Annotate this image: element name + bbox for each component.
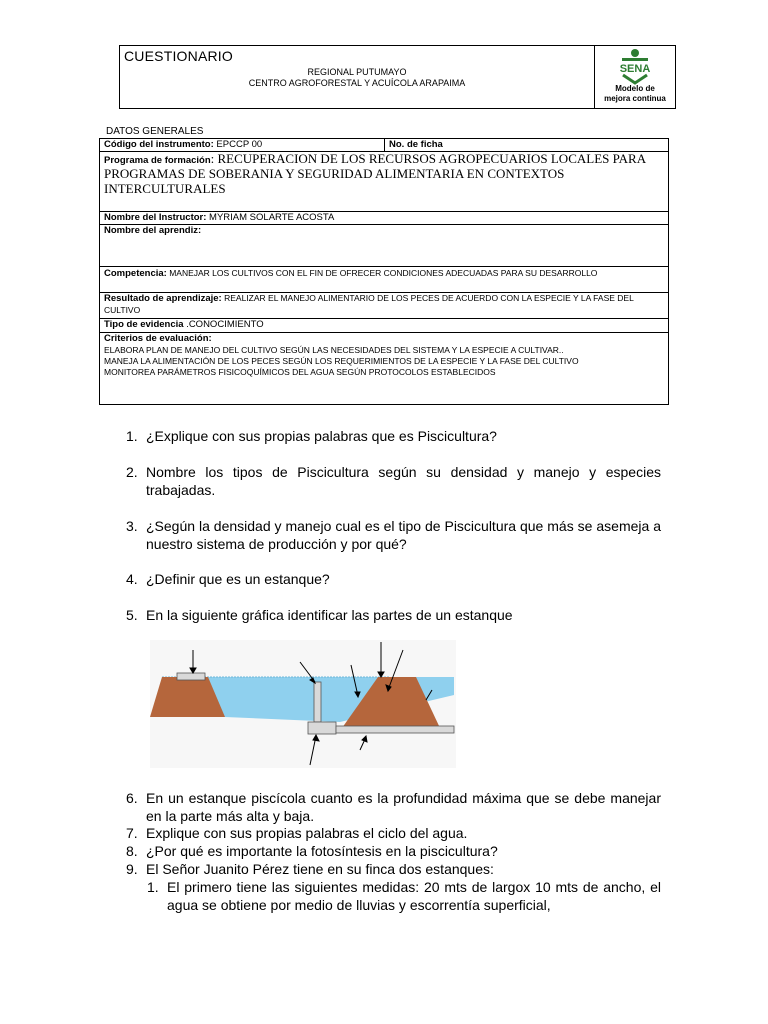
drain-box [308, 722, 336, 734]
question-item [126, 860, 661, 878]
competencia-cell [100, 267, 669, 293]
centro-name: CENTRO AGROFORESTAL Y ACUÍCOLA ARAPAIMA [248, 78, 466, 88]
ficha-label: No. de ficha [389, 139, 443, 150]
question-number: 7. [126, 825, 138, 841]
criterio-item: MANEJA LA ALIMENTACIÓN DE LOS PECES SEGÚN LOS REQUERIMIENTOS DE LA ESPECIE Y LA FASE DEL CULTIVO [104, 356, 579, 366]
question-number: 3. [126, 518, 138, 534]
question-text: En la siguiente gráfica identificar las partes de un estanque [146, 607, 513, 623]
competencia-label: Competencia: [104, 268, 167, 279]
sub-question-text: El primero tiene las siguientes medidas: 20 mts de largox 10 mts de ancho, el agua se obtiene por medio de lluvias y escorrentía superficial, [167, 879, 661, 913]
codigo-label: Código del instrumento: [104, 139, 214, 150]
question-item [126, 427, 661, 445]
question-text: ¿Por qué es importante la fotosíntesis en la piscicultura? [146, 843, 498, 859]
codigo-cell [100, 139, 385, 152]
evidencia-value: .CONOCIMIENTO [183, 319, 264, 330]
document-header [119, 45, 676, 109]
instructor-label: Nombre del Instructor: [104, 212, 207, 223]
question-text: ¿Según la densidad y manejo cual es el tipo de Piscicultura que más se asemeja a nuestro sistema de producción y por qué? [146, 518, 661, 552]
question-text: El Señor Juanito Pérez tiene en su finca dos estanques: [146, 861, 494, 877]
question-item [126, 842, 661, 860]
logo-wordmark: SENA [619, 63, 651, 75]
programa-label: Programa de formación [104, 155, 211, 166]
logo-caption [595, 84, 675, 104]
question-number: 6. [126, 790, 138, 806]
resultado-value: REALIZAR EL MANEJO ALIMENTARIO DE LOS PECES DE ACUERDO CON LA ESPECIE Y LA FASE DEL CULTIVO [104, 293, 634, 315]
criterio-item: MONITOREA PARÁMETROS FISICOQUÍMICOS DEL AGUA SEGÚN PROTOCOLOS ESTABLECIDOS [104, 367, 496, 377]
instructor-cell [100, 212, 669, 225]
standpipe [314, 682, 321, 722]
programa-cell [100, 152, 669, 212]
evidencia-cell [100, 319, 669, 333]
sena-logo [595, 46, 675, 108]
question-item [126, 789, 661, 825]
evidencia-label: Tipo de evidencia [104, 319, 184, 330]
resultado-label: Resultado de aprendizaje: [104, 293, 222, 304]
datos-generales-table [99, 138, 669, 405]
regional-name: REGIONAL PUTUMAYO [307, 67, 407, 77]
aprendiz-label: Nombre del aprendiz: [104, 225, 202, 236]
question-number: 9. [126, 861, 138, 877]
logo-caption-line-2: mejora continua [604, 94, 666, 103]
sena-logo-icon [595, 46, 675, 86]
question-text: En un estanque piscícola cuanto es la profundidad máxima que se debe manejar en la parte más alta y baja. [146, 790, 661, 824]
question-item [126, 463, 661, 499]
question-item [126, 570, 661, 588]
criterios-label: Criterios de evaluación: [104, 333, 212, 344]
question-item [126, 824, 661, 842]
pond-diagram [150, 640, 456, 768]
ficha-cell [385, 139, 669, 152]
question-text: ¿Explique con sus propias palabras que es Piscicultura? [146, 428, 497, 444]
question-text: ¿Definir que es un estanque? [146, 571, 330, 587]
document-title: CUESTIONARIO [124, 48, 233, 64]
instructor-value: MYRIAM SOLARTE ACOSTA [206, 212, 335, 223]
inlet-pipe [177, 673, 205, 680]
programa-value: : RECUPERACION DE LOS RECURSOS AGROPECUARIOS LOCALES PARA PROGRAMAS DE SOBERANIA Y SEGURIDAD ALIMENTARIA EN CONTEXTOS INTERCULTURALES [104, 151, 646, 196]
outlet-pipe [336, 726, 454, 733]
sub-question-number: 1. [147, 879, 159, 895]
header-title-block [120, 46, 595, 108]
question-number: 5. [126, 607, 138, 623]
sub-question-item [147, 878, 661, 914]
resultado-cell [100, 293, 669, 319]
question-item [126, 606, 661, 624]
aprendiz-cell [100, 225, 669, 267]
question-number: 2. [126, 464, 138, 480]
question-number: 4. [126, 571, 138, 587]
question-text: Explique con sus propias palabras el ciclo del agua. [146, 825, 468, 841]
competencia-value: MANEJAR LOS CULTIVOS CON EL FIN DE OFRECER CONDICIONES ADECUADAS PARA SU DESARROLLO [166, 268, 598, 278]
question-number: 8. [126, 843, 138, 859]
question-text: Nombre los tipos de Piscicultura según su densidad y manejo y especies trabajadas. [146, 464, 661, 498]
question-number: 1. [126, 428, 138, 444]
criterio-item: ELABORA PLAN DE MANEJO DEL CULTIVO SEGÚN LAS NECESIDADES DEL SISTEMA Y LA ESPECIE A CULTIVAR.. [104, 345, 564, 355]
logo-caption-line-1: Modelo de [615, 84, 655, 93]
codigo-value: EPCCP 00 [213, 139, 263, 150]
criterios-cell [100, 333, 669, 405]
datos-generales-title: DATOS GENERALES [106, 126, 204, 137]
question-item [126, 517, 661, 553]
